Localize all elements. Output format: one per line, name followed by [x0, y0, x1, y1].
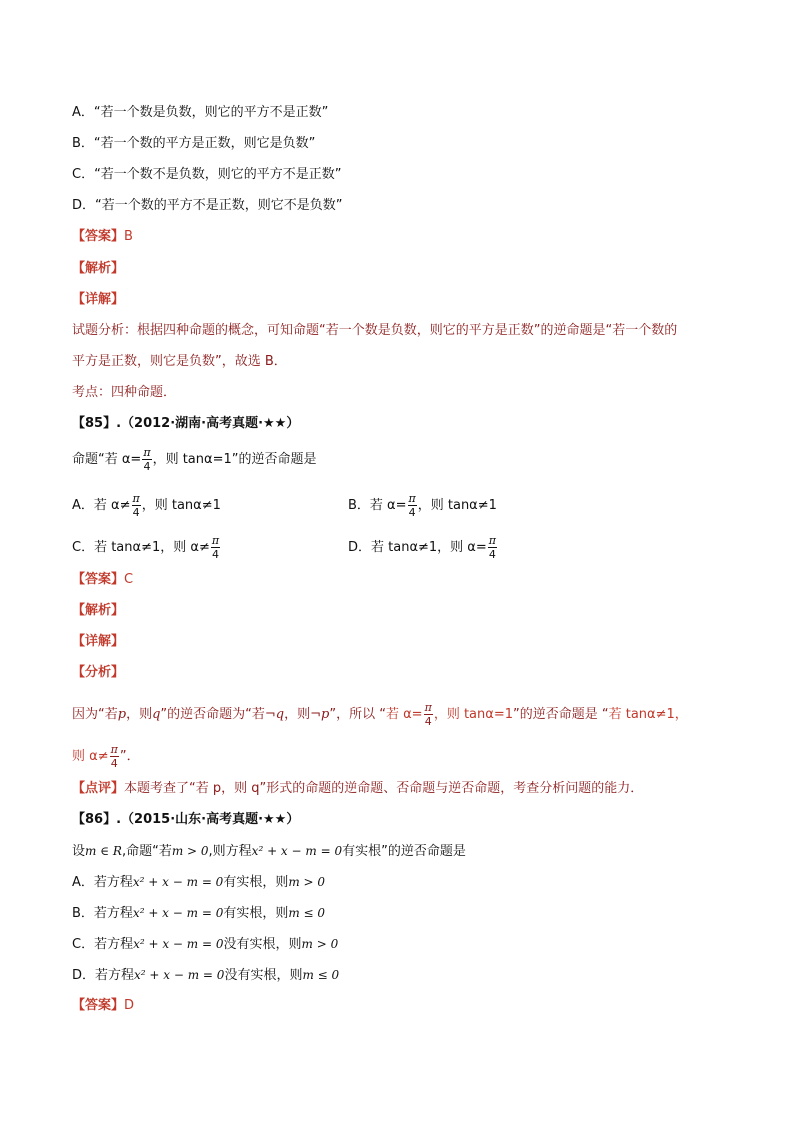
q85-stem	[72, 446, 316, 473]
q1-detail-line-1: 试题分析：根据四种命题的概念，可知命题“若一个数是负数，则它的平方是正数”的逆命题是“若一个数的	[72, 323, 678, 338]
q1-kaodian: 考点：四种命题．	[72, 385, 177, 400]
q86-stem: 设m ∈ R,命题“若m > 0,则方程x² + x − m = 0有实根”的逆否命题是	[72, 844, 466, 859]
q85-fenxi-line-1: 因为“若p，则q”的逆否命题为“若¬q，则¬p”，所以 “若 α= $\frac{\pi}{4}$ ，则 tanα=1”的逆否命题是 “若 tanα≠1，	[72, 701, 688, 728]
pi-over-4: $\frac{\pi}{4}$	[488, 534, 497, 561]
q1-option-d: D．“若一个数的平方不是正数，则它不是负数”	[72, 198, 343, 213]
q86-option-d: D．若方程x² + x − m = 0没有实根，则m ≤ 0	[72, 968, 340, 983]
q1-detail-tag: 【详解】	[72, 292, 125, 307]
q85-option-b: B．若 α= $\frac{\pi}{4}$ ，则 tanα≠1	[348, 492, 497, 519]
pi-over-4: $\frac{\pi}{4}$	[132, 492, 140, 519]
q85-option-d: D．若 tanα≠1，则 α= $\frac{\pi}{4}$	[348, 534, 497, 561]
q86-option-a: A．若方程x² + x − m = 0有实根，则m > 0	[72, 875, 326, 890]
pi-over-4: $\frac{\pi}{4}$	[110, 743, 118, 770]
pi-over-4: $\frac{\pi}{4}$	[408, 492, 416, 519]
q86-answer: 【答案】D	[72, 998, 135, 1013]
q1-analysis-tag: 【解析】	[72, 261, 125, 276]
q85-header: 【85】.（2012·湖南·高考真题·★★）	[72, 416, 300, 431]
q86-option-c: C．若方程x² + x − m = 0没有实根，则m > 0	[72, 937, 339, 952]
answer-tag: 【答案】	[72, 229, 125, 244]
stem-post: ，则 tanα=1”的逆否命题是	[152, 452, 317, 467]
q85-option-c: C．若 tanα≠1，则 α≠ $\frac{\pi}{4}$	[72, 534, 220, 561]
q1-detail-line-2: 平方是正数，则它是负数”，故选 B．	[72, 354, 287, 369]
q1-option-c: C．“若一个数不是负数，则它的平方不是正数”	[72, 167, 342, 182]
pi-over-4: $\frac{\pi}{4}$	[424, 701, 432, 728]
q86-option-b: B．若方程x² + x − m = 0有实根，则m ≤ 0	[72, 906, 326, 921]
q86-header: 【86】.（2015·山东·高考真题·★★）	[72, 812, 300, 827]
q1-option-a: A．“若一个数是负数，则它的平方不是正数”	[72, 105, 329, 120]
q85-option-a: A．若 α≠ $\frac{\pi}{4}$ ，则 tanα≠1	[72, 492, 221, 519]
q85-fenxi-tag: 【分析】	[72, 665, 125, 680]
q1-answer	[72, 228, 133, 246]
q85-analysis-tag: 【解析】	[72, 603, 125, 618]
stem-pre: 命题“若 α=	[72, 452, 142, 467]
q85-fenxi-line-2: 则 α≠ $\frac{\pi}{4}$ ”．	[72, 743, 140, 770]
answer-value: B	[124, 229, 133, 244]
pi-over-4: $\frac{\pi}{4}$	[211, 534, 220, 561]
pi-over-4: $\frac{\pi}{4}$	[143, 446, 151, 473]
q1-option-b: B．“若一个数的平方是正数，则它是负数”	[72, 136, 316, 151]
q85-detail-tag: 【详解】	[72, 634, 125, 649]
q85-dianping: 【点评】本题考查了“若 p，则 q”形式的命题的逆命题、否命题与逆否命题，考查分析问题的能力．	[72, 781, 644, 796]
q85-answer: 【答案】C	[72, 572, 134, 587]
